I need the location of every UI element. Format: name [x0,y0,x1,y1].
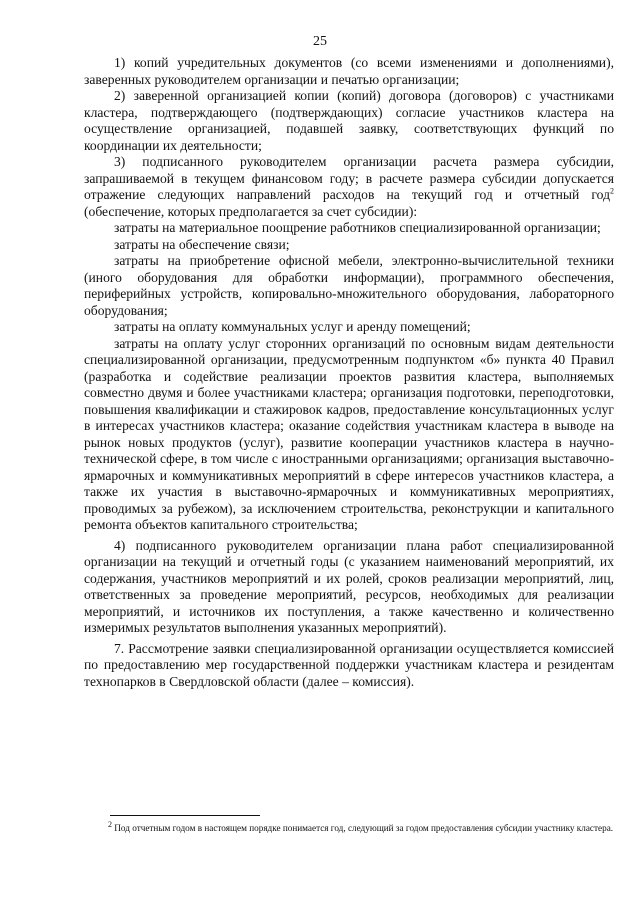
footnote [84,819,614,834]
paragraph-subsidy-calculation-text: 3) подписанного руководителем организации расчета размера субсидии, запрашиваемой в текущем финансовом году; в расчете размера субсидии допускается отражение следующих направлений расходов на текущий год и отчетный год [84,154,614,202]
paragraph-work-plan: 4) подписанного руководителем организации плана работ специализированной организации на текущий и отчетный годы (с указанием наименований мероприятий, их содержания, участников мероприятий и их ролей, сроков реализации мероприятий, лиц, ответственных за проведение мероприятий, ресурсов, необходимых для реализации мероприятий, и источников их поступления, а также качественно и количественно измеримых результатов выполнения указанных мероприятий). [84,537,614,635]
footnote-marker: 2 [108,819,112,829]
document-body [84,55,614,690]
footnote-reference: 2 [610,186,614,196]
paragraph-constituent-docs: 1) копий учредительных документов (со всеми изменениями и дополнениями), заверенных руководителем организации и печатью организации; [84,55,614,87]
paragraph-communication-costs: затраты на обеспечение связи; [114,236,290,252]
paragraph-equipment-costs: затраты на приобретение офисной мебели, электронно-вычислительной техники (иного оборудования для обработки информации), программного обеспечения, периферийных устройств, копировально-множительного оборудования, лабораторного оборудования; [84,253,614,318]
footnote-divider [110,815,260,816]
paragraph-contract-copies: 2) заверенной организацией копии (копий) договора (договоров) с участниками кластера, подтверждающего (подтверждающих) согласие участников кластера на осуществление организацией, подавшей заявку, соответствующих функций по координации их деятельности; [84,88,614,153]
paragraph-staff-incentives: затраты на материальное поощрение работников специализированной организации; [114,220,601,235]
paragraph-commission-review: 7. Рассмотрение заявки специализированной организации осуществляется комиссией по предоставлению мер государственной поддержки участникам кластера и резидентам технопарков в Свердловской области (далее – комиссия). [84,640,614,689]
paragraph-subsidy-calculation [84,154,614,220]
paragraph-subsidy-calculation-tail: (обеспечение, которых предполагается за счет субсидии): [84,203,418,219]
paragraph-third-party-services: затраты на оплату услуг сторонних организаций по основным видам деятельности специализированной организации, предусмотренным подпунктом «б» пункта 40 Правил (разработка и содействие реализации проектов развития кластера, выполняемых совместно двумя и более участниками кластера; организация подготовки, переподготовки, повышения квалификации и стажировок кадров, предоставление консультационных услуг в интересах участников кластера; оказание содействия участникам кластера в выводе на рынок новых продуктов (услуг), развитие кооперации участников кластера в научно-технической сфере, в том числе с иностранными организациями; организация выставочно-ярмарочных и коммуникативных мероприятий в сфере интересов участников кластера, а также их участия в выставочно-ярмарочных и коммуникативных мероприятиях, проводимых за рубежом), за исключением строительства, реконструкции и капитального ремонта объектов капитального строительства; [84,335,614,532]
footnote-text: Под отчетным годом в настоящем порядке понимается год, следующий за годом предоставления субсидии участнику кластера. [112,823,614,833]
paragraph-utilities-rent: затраты на оплату коммунальных услуг и аренду помещений; [114,319,471,334]
page-number: 25 [313,34,327,49]
